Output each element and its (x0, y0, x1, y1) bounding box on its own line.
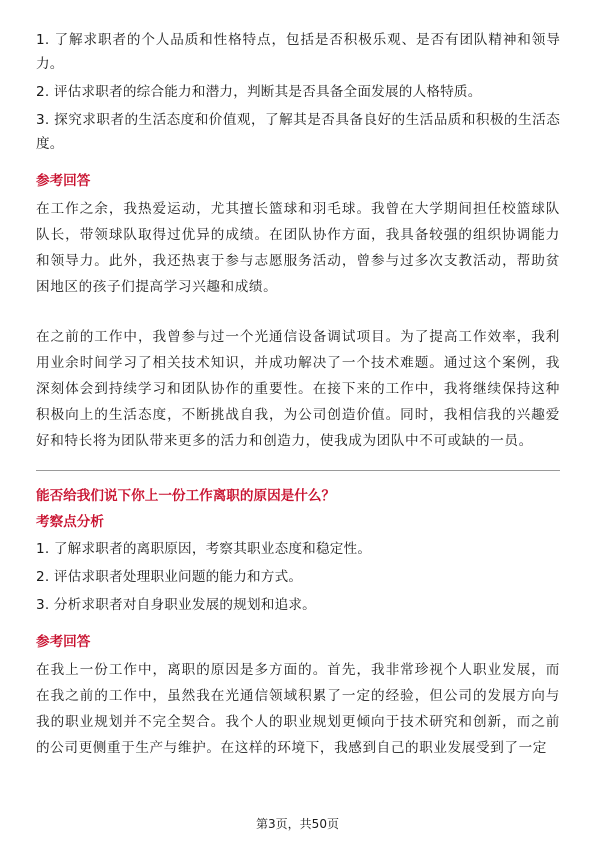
analysis-point-3: 3. 分析求职者对自身职业发展的规划和追求。 (36, 597, 316, 613)
answer-heading: 参考回答 (36, 173, 91, 189)
analysis-point-2: 2. 评估求职者处理职业问题的能力和方式。 (36, 569, 303, 585)
page-content (36, 28, 560, 761)
answer-heading-2: 参考回答 (36, 634, 91, 650)
section-divider (36, 470, 560, 471)
criteria-point-1: 1. 了解求职者的个人品质和性格特点，包括是否积极乐观、是否有团队精神和领导力。 (36, 32, 560, 72)
analysis-heading: 考察点分析 (36, 514, 104, 530)
paragraph-spacer (36, 300, 560, 324)
answer-paragraph-1: 在工作之余，我热爱运动，尤其擅长篮球和羽毛球。我曾在大学期间担任校篮球队队长，带领球队取得过优异的成绩。在团队协作方面，我具备较强的组织协调能力和领导力。此外，我还热衷于参与志愿服务活动，曾参与过多次支教活动，帮助贫困地区的孩子们提高学习兴趣和成绩。 (36, 201, 560, 295)
page-number: 第3页，共50页 (256, 817, 339, 831)
answer-paragraph-3: 在我上一份工作中，离职的原因是多方面的。首先，我非常珍视个人职业发展，而在我之前的工作中，虽然我在光通信领域积累了一定的经验，但公司的发展方向与我的职业规划并不完全契合。我个人的职业规划更倾向于技术研究和创新，而之前的公司更侧重于生产与维护。在这样的环境下，我感到自己的职业发展受到了一定 (36, 662, 560, 756)
criteria-point-2: 2. 评估求职者的综合能力和潜力，判断其是否具备全面发展的人格特质。 (36, 84, 482, 100)
criteria-point-3: 3. 探究求职者的生活态度和价值观，了解其是否具备良好的生活品质和积极的生活态度。 (36, 112, 560, 152)
answer-paragraph-2: 在之前的工作中，我曾参与过一个光通信设备调试项目。为了提高工作效率，我利用业余时间学习了相关技术知识，并成功解决了一个技术难题。通过这个案例，我深刻体会到持续学习和团队协作的重要性。在接下来的工作中，我将继续保持这种积极向上的生活态度，不断挑战自我，为公司创造价值。同时，我相信我的兴趣爱好和特长将为团队带来更多的活力和创造力，使我成为团队中不可或缺的一员。 (36, 329, 560, 449)
analysis-point-1: 1. 了解求职者的离职原因，考察其职业态度和稳定性。 (36, 541, 372, 557)
question-title: 能否给我们说下你上一份工作离职的原因是什么？ (36, 488, 336, 504)
